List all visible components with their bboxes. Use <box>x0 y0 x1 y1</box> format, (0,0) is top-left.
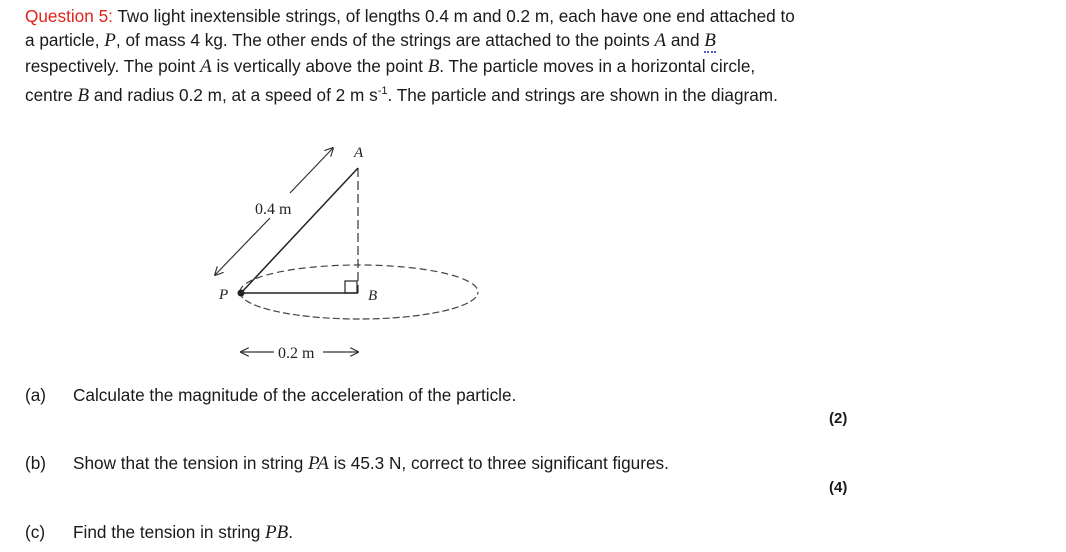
part-a <box>25 384 725 406</box>
circle-front-arc <box>240 292 478 319</box>
part-a-letter: (a) <box>25 385 47 405</box>
label-p: P <box>219 287 229 303</box>
part-a-text: Calculate the magnitude of the acceleration of the particle. <box>73 385 517 405</box>
part-c <box>25 521 625 543</box>
label-a: A <box>354 145 364 161</box>
label-radius: 0.2 m <box>278 345 315 362</box>
label-pa-length: 0.4 m <box>255 201 292 218</box>
spellcheck-marked-word: B <box>704 30 716 52</box>
label-b: B <box>368 288 378 304</box>
part-b-marks: (4) <box>829 479 848 496</box>
question-label: Question 5: <box>25 6 113 26</box>
part-a-marks: (2) <box>829 410 848 427</box>
part-b <box>25 452 785 474</box>
part-c-letter: (c) <box>25 522 46 542</box>
length-arrow-pa-lower <box>215 218 270 275</box>
right-angle-marker <box>345 281 357 293</box>
length-arrow-pa-upper <box>290 148 333 193</box>
part-b-letter: (b) <box>25 453 47 473</box>
particle-p <box>238 290 245 297</box>
circle-back-arc <box>240 265 478 292</box>
part-c-text: Find the tension in string PB. <box>73 522 294 543</box>
part-b-text: Show that the tension in string PA is 45.3 N, correct to three significant figures. <box>73 453 669 474</box>
question-text: Question 5: Two light inextensible strings, of lengths 0.4 m and 0.2 m, each have one end attached to a particle, P, of mass 4 kg. The other ends of the strings are attached to the points A and B respectively. The point A is vertically above the point B. The particle moves in a horizontal circle, centre B and radius 0.2 m, at a speed of 2 m $s^{-1}$. The particle and strings are shown in the diagram. <box>25 6 795 107</box>
